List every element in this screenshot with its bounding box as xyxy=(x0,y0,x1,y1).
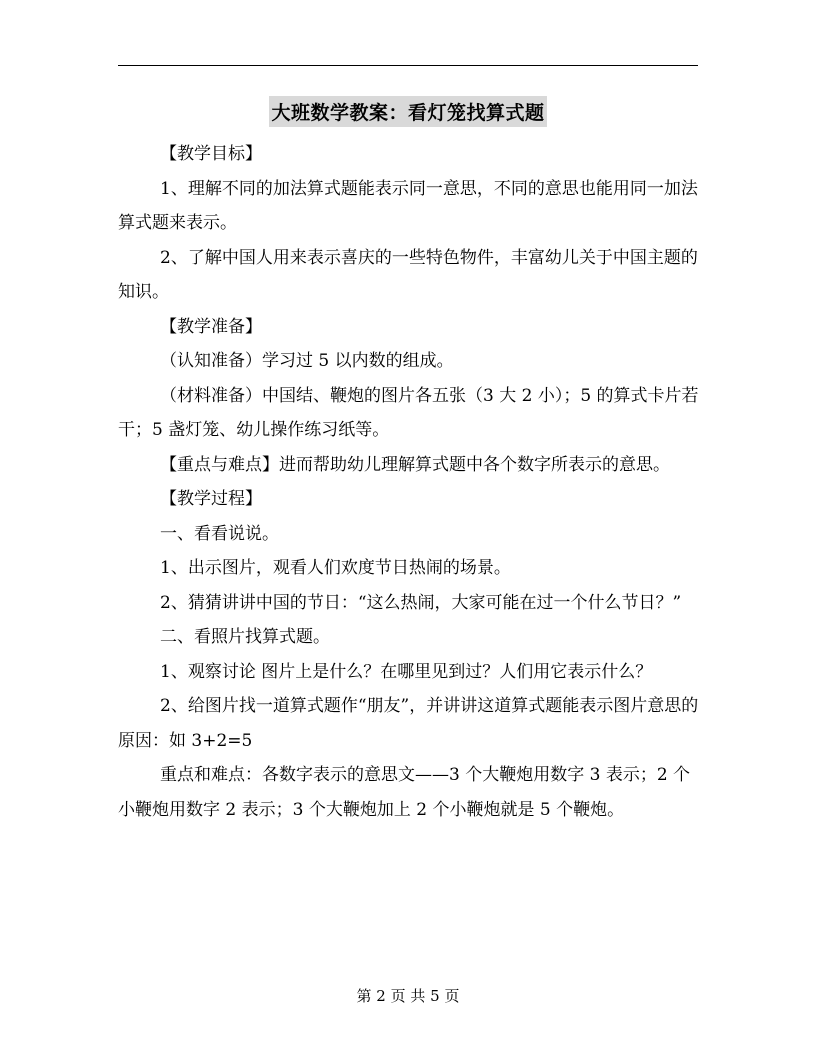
paragraph: 2、给图片找一道算式题作“朋友”，并讲讲这道算式题能表示图片意思的原因：如 3+2=5 xyxy=(118,696,699,751)
paragraph: 二、看照片找算式题。 xyxy=(160,627,330,647)
paragraph: 1、理解不同的加法算式题能表示同一意思，不同的意思也能用同一加法算式题来表示。 xyxy=(118,178,698,233)
document-title: 大班数学教案：看灯笼找算式题 xyxy=(269,96,546,127)
paragraph: 重点和难点：各数字表示的意思文——3 个大鞭炮用数字 3 表示；2 个小鞭炮用数字 2 表示；3 个大鞭炮加上 2 个小鞭炮就是 5 个鞭炮。 xyxy=(118,765,691,820)
section-heading-preparation: 【教学准备】 xyxy=(160,316,262,337)
title-container xyxy=(0,96,816,127)
paragraph: 1、观察讨论 图片上是什么？在哪里见到过？人们用它表示什么？ xyxy=(160,661,653,682)
paragraph: （认知准备）学习过 5 以内数的组成。 xyxy=(160,351,454,371)
section-heading-goals: 【教学目标】 xyxy=(160,144,262,164)
paragraph: （材料准备）中国结、鞭炮的图片各五张（3 大 2 小）；5 的算式卡片若干；5 盏灯笼、幼儿操作练习纸等。 xyxy=(118,385,699,440)
paragraph: 一、看看说说。 xyxy=(160,523,279,544)
page-footer: 第 2 页 共 5 页 xyxy=(356,987,460,1005)
header-rule xyxy=(118,65,698,66)
document-body xyxy=(118,137,703,827)
section-heading-process: 【教学过程】 xyxy=(160,489,262,509)
paragraph: 2、了解中国人用来表示喜庆的一些特色物件，丰富幼儿关于中国主题的知识。 xyxy=(118,247,698,302)
paragraph: 【重点与难点】进而帮助幼儿理解算式题中各个数字所表示的意思。 xyxy=(160,454,670,475)
paragraph: 1、出示图片，观看人们欢度节日热闹的场景。 xyxy=(160,558,511,578)
paragraph: 2、猜猜讲讲中国的节日：“这么热闹，大家可能在过一个什么节日？” xyxy=(160,592,682,613)
